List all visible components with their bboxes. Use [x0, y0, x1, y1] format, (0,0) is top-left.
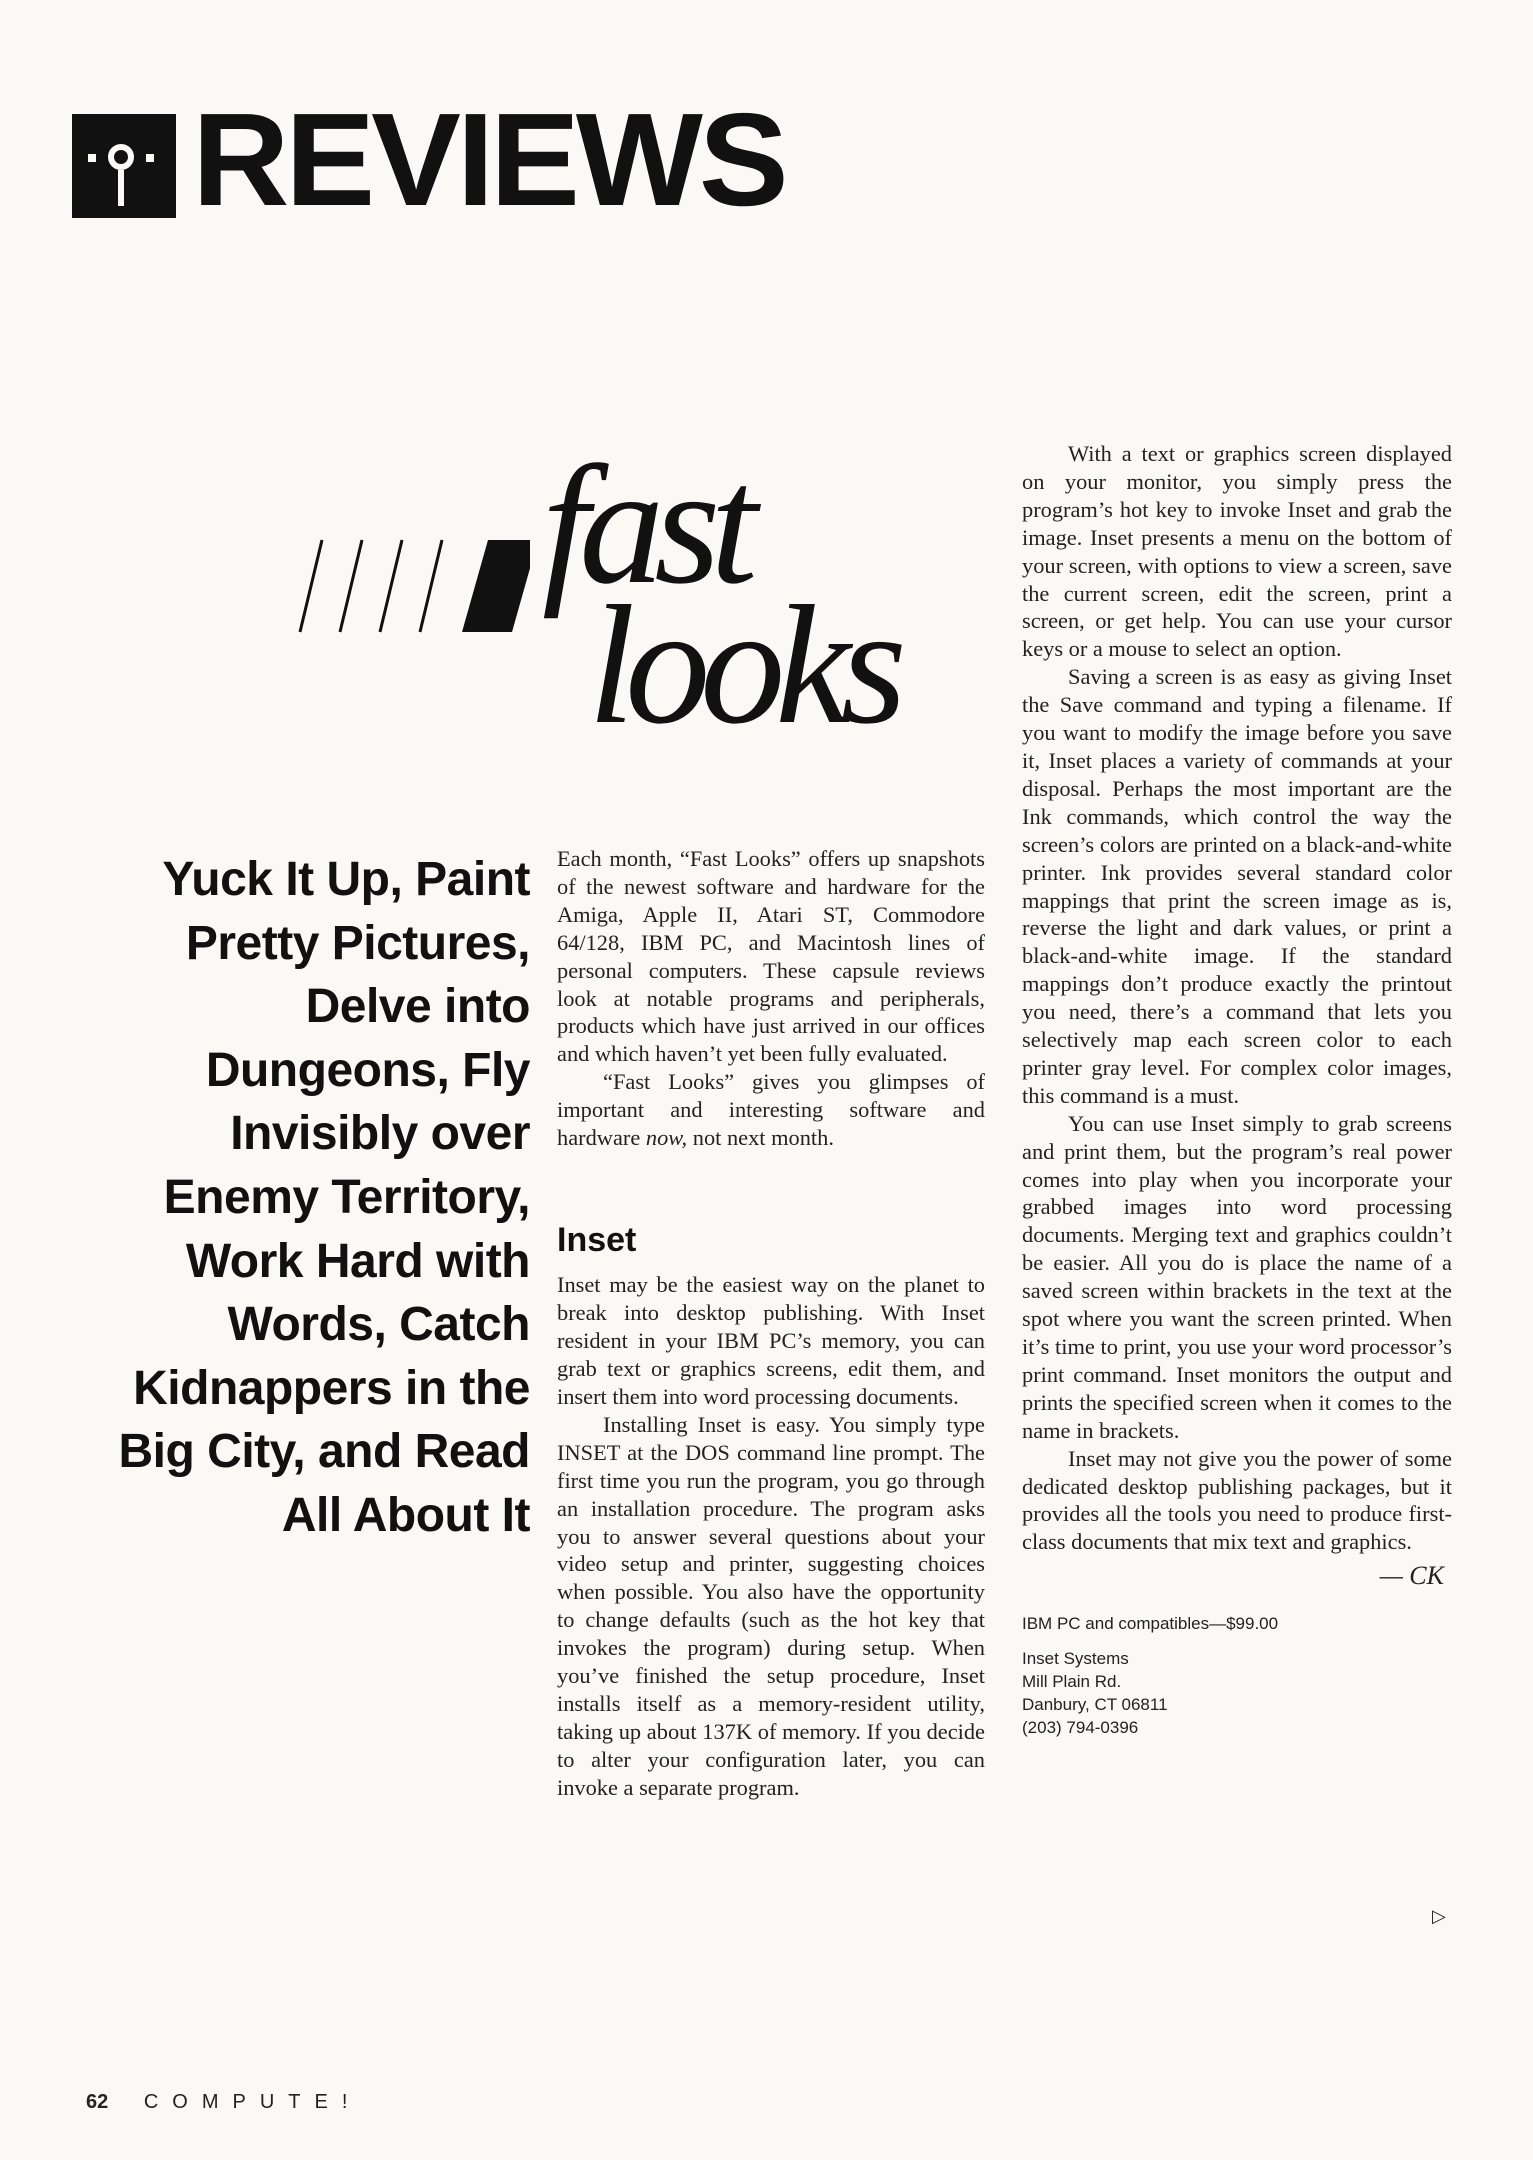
- slashes-icon: [270, 520, 530, 640]
- inset-paragraph-5: You can use Inset simply to grab screens and print them, but the program’s real power comes into play when you incorporate your grabbed images into word processing documents. Merging text and graphics couldn’t be easier. All you do is place the name of a saved screen within brackets in the text at the spot where you want the screen printed. When it’s time to print, you use your word processor’s print command. Inset monitors the output and prints the specified screen when it comes to the name in brackets.: [1022, 1110, 1452, 1443]
- fast-looks-line1: fast: [542, 431, 748, 619]
- magazine-name: COMPUTE!: [143, 2091, 362, 2113]
- product-price: IBM PC and compatibles—$99.00: [1022, 1614, 1279, 1634]
- column-middle: [557, 845, 985, 1802]
- review-title: Inset: [557, 1220, 637, 1259]
- headline: Yuck It Up, Paint Pretty Pictures, Delve into Dungeons, Fly Invisibly over Enemy Territory, Work Hard with Words, Catch Kidnappers in the Big City, and Read All About It: [118, 853, 530, 1542]
- continue-arrow-icon: ▷: [1432, 1906, 1446, 1926]
- inset-paragraph-1: Inset may be the easiest way on the planet to break into desktop publishing. With Inset resident in your IBM PC’s memory, you can grab text or graphics screens, edit them, and insert them into word processing documents.: [557, 1272, 985, 1409]
- byline: — CK: [1379, 1561, 1444, 1591]
- inset-paragraph-4: Saving a screen is as easy as giving Inset the Save command and typing a filename. If you want to modify the image before you save it, Inset places a variety of commands at your disposal. Perhaps the most important are the Ink commands, which control the way the screen’s colors are printed on a black-and-white printer. Ink provides several standard color mappings that print the screen image as is, reverse the light and dark values, or print a black-and-white image. If the standard mappings don’t produce exactly the printout you need, there’s a command that lets you selectively map each screen color to each printer gray level. For complex color images, this command is a must.: [1022, 664, 1452, 1108]
- company-city: Danbury, CT 06811: [1022, 1695, 1168, 1715]
- page-number: 62: [86, 2091, 109, 2113]
- intro-paragraph-1: Each month, “Fast Looks” offers up snapshots of the newest software and hardware for the Amiga, Apple II, Atari ST, Commodore 64/128, IBM PC, and Macintosh lines of personal computers. These capsule reviews look at notable programs and peripherals, products which have just arrived in our offices and which haven’t yet been fully evaluated.: [557, 846, 985, 1067]
- product-info: [1022, 1612, 1452, 1739]
- inset-paragraph-3: With a text or graphics screen displayed on your monitor, you simply press the program’s hot key to invoke Inset and grab the image. Inset presents a menu on the bottom of your screen, with options to view a screen, save the current screen, edit the screen, print a screen, or get help. You can use your cursor keys or a mouse to select an option.: [1022, 441, 1452, 662]
- company-phone: (203) 794-0396: [1022, 1718, 1139, 1738]
- page-footer: [86, 2091, 361, 2114]
- column-right: [1022, 440, 1452, 1739]
- fast-looks-logo: [270, 431, 897, 760]
- inset-paragraph-2: Installing Inset is easy. You simply type INSET at the DOS command line prompt. The first time you run the program, you go through an installation procedure. The program asks you to answer several questions about your video setup and printer, suggesting choices when possible. You also have the opportunity to change defaults (such as the hot key that invokes the program) during setup. When you’ve finished the setup procedure, Inset installs itself as a memory-resident utility, taking up about 137K of memory. If you decide to alter your configuration later, you can invoke a separate program.: [557, 1411, 985, 1800]
- inset-paragraph-6: Inset may not give you the power of some dedicated desktop publishing packages, but it provides all the tools you need to produce first-class documents that mix text and graphics.: [1022, 1445, 1452, 1555]
- compute-eye-logo-icon: [72, 114, 176, 218]
- company-street: Mill Plain Rd.: [1022, 1672, 1122, 1692]
- section-title: REVIEWS: [192, 86, 785, 233]
- section-header: [72, 86, 785, 233]
- company-name: Inset Systems: [1022, 1649, 1129, 1669]
- fast-looks-line2: looks: [588, 571, 897, 759]
- intro-paragraph-2: “Fast Looks” gives you glimpses of important and interesting software and hardware now, not next month.: [557, 1069, 985, 1151]
